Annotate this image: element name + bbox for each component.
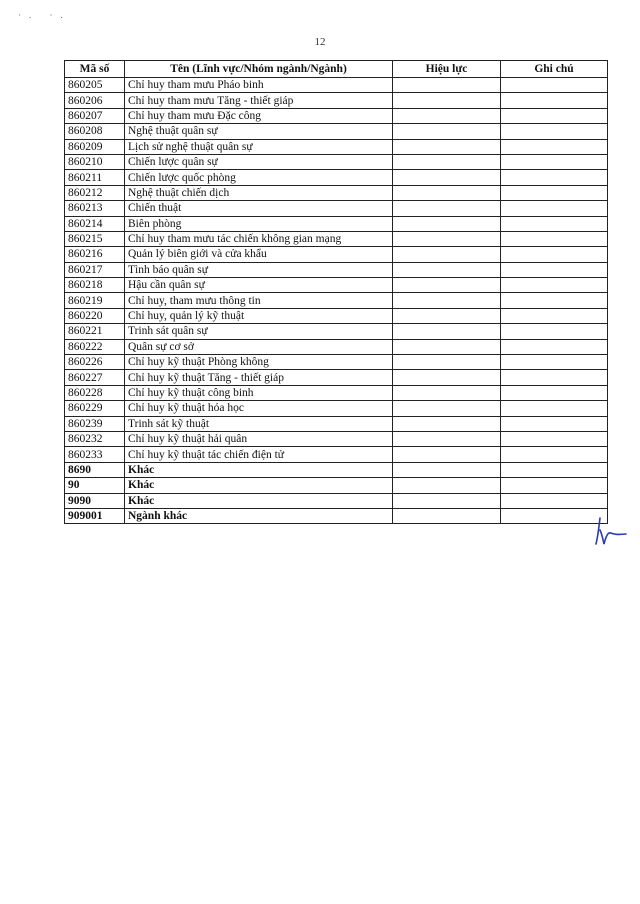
table-row [65,462,608,477]
page-specks: ·. ·. [18,10,71,20]
name-cell: Lịch sử nghệ thuật quân sự [125,139,393,154]
name-cell: Chỉ huy kỹ thuật tác chiến điện tử [125,447,393,462]
name-cell: Chỉ huy kỹ thuật hải quân [125,431,393,446]
name-cell: Chỉ huy tham mưu Tăng - thiết giáp [125,93,393,108]
code-cell: 860213 [65,201,125,216]
notes-cell [501,262,608,277]
table-row [65,493,608,508]
code-cell: 860226 [65,355,125,370]
code-cell: 860239 [65,416,125,431]
table-row [65,108,608,123]
code-cell: 860211 [65,170,125,185]
table-row [65,247,608,262]
name-cell: Chỉ huy tham mưu Đặc công [125,108,393,123]
code-cell: 860228 [65,385,125,400]
name-cell: Biên phòng [125,216,393,231]
notes-cell [501,339,608,354]
notes-cell [501,108,608,123]
name-cell: Chiến lược quân sự [125,154,393,169]
name-cell: Ngành khác [125,508,393,523]
name-cell: Chỉ huy, quản lý kỹ thuật [125,308,393,323]
validity-cell [393,293,501,308]
name-cell: Chỉ huy kỹ thuật Phòng không [125,355,393,370]
notes-cell [501,216,608,231]
validity-cell [393,216,501,231]
code-cell: 860220 [65,308,125,323]
code-cell: 860214 [65,216,125,231]
table-row [65,216,608,231]
name-cell: Tình báo quân sự [125,262,393,277]
name-cell: Trinh sát kỹ thuật [125,416,393,431]
table-row [65,339,608,354]
table-row [65,262,608,277]
notes-cell [501,154,608,169]
validity-cell [393,493,501,508]
table-row [65,431,608,446]
notes-cell [501,293,608,308]
name-cell: Khác [125,493,393,508]
table-row [65,447,608,462]
validity-cell [393,478,501,493]
code-cell: 860219 [65,293,125,308]
notes-cell [501,247,608,262]
code-cell: 860217 [65,262,125,277]
code-cell: 860218 [65,278,125,293]
table-row [65,324,608,339]
notes-cell [501,447,608,462]
table-row [65,355,608,370]
validity-cell [393,462,501,477]
validity-cell [393,108,501,123]
page-number: 12 [314,36,326,48]
code-cell: 8690 [65,462,125,477]
validity-cell [393,447,501,462]
table-row [65,201,608,216]
table-row [65,508,608,523]
name-cell: Chỉ huy, tham mưu thông tin [125,293,393,308]
validity-cell [393,262,501,277]
code-cell: 860205 [65,78,125,93]
code-cell: 860207 [65,108,125,123]
notes-cell [501,324,608,339]
notes-cell [501,385,608,400]
table-row [65,308,608,323]
validity-cell [393,154,501,169]
table-row [65,78,608,93]
validity-cell [393,278,501,293]
validity-cell [393,339,501,354]
notes-cell [501,401,608,416]
header-code: Mã số [65,61,125,78]
name-cell: Quản lý biên giới và cửa khẩu [125,247,393,262]
table-row [65,293,608,308]
signature-mark-icon [592,514,628,548]
notes-cell [501,231,608,246]
validity-cell [393,324,501,339]
notes-cell [501,308,608,323]
code-cell: 860221 [65,324,125,339]
name-cell: Hậu cần quân sự [125,278,393,293]
notes-cell [501,278,608,293]
notes-cell [501,78,608,93]
code-cell: 860212 [65,185,125,200]
validity-cell [393,308,501,323]
validity-cell [393,431,501,446]
code-cell: 860206 [65,93,125,108]
validity-cell [393,370,501,385]
code-cell: 860229 [65,401,125,416]
table-row [65,231,608,246]
code-cell: 860215 [65,231,125,246]
table-row [65,278,608,293]
name-cell: Chỉ huy kỹ thuật hóa học [125,401,393,416]
header-validity: Hiệu lực [393,61,501,78]
code-cell: 860233 [65,447,125,462]
notes-cell [501,185,608,200]
code-cell: 860227 [65,370,125,385]
code-cell: 860209 [65,139,125,154]
name-cell: Chiến thuật [125,201,393,216]
notes-cell [501,493,608,508]
code-cell: 9090 [65,493,125,508]
table-header-row [65,61,608,78]
header-name: Tên (Lĩnh vực/Nhóm ngành/Ngành) [125,61,393,78]
name-cell: Chỉ huy tham mưu tác chiến không gian mạng [125,231,393,246]
name-cell: Khác [125,478,393,493]
notes-cell [501,139,608,154]
notes-cell [501,431,608,446]
validity-cell [393,508,501,523]
name-cell: Chỉ huy kỹ thuật Tăng - thiết giáp [125,370,393,385]
notes-cell [501,93,608,108]
notes-cell [501,416,608,431]
header-notes: Ghi chú [501,61,608,78]
name-cell: Nghệ thuật quân sự [125,124,393,139]
code-cell: 860210 [65,154,125,169]
validity-cell [393,139,501,154]
validity-cell [393,385,501,400]
code-cell: 860216 [65,247,125,262]
name-cell: Trinh sát quân sự [125,324,393,339]
name-cell: Chỉ huy tham mưu Pháo binh [125,78,393,93]
name-cell: Chỉ huy kỹ thuật công binh [125,385,393,400]
validity-cell [393,247,501,262]
notes-cell [501,370,608,385]
table-row [65,185,608,200]
name-cell: Nghệ thuật chiến dịch [125,185,393,200]
validity-cell [393,401,501,416]
validity-cell [393,124,501,139]
table-row [65,154,608,169]
validity-cell [393,416,501,431]
table-row [65,385,608,400]
validity-cell [393,78,501,93]
table-row [65,93,608,108]
notes-cell [501,124,608,139]
table-row [65,124,608,139]
validity-cell [393,185,501,200]
table-body [65,78,608,524]
code-cell: 909001 [65,508,125,523]
notes-cell [501,201,608,216]
notes-cell [501,462,608,477]
notes-cell [501,478,608,493]
table-row [65,416,608,431]
name-cell: Quân sự cơ sở [125,339,393,354]
table-row [65,370,608,385]
notes-cell [501,170,608,185]
validity-cell [393,93,501,108]
code-cell: 860232 [65,431,125,446]
validity-cell [393,355,501,370]
name-cell: Chiến lược quốc phòng [125,170,393,185]
code-cell: 860222 [65,339,125,354]
validity-cell [393,170,501,185]
table-row [65,170,608,185]
code-cell: 860208 [65,124,125,139]
table-row [65,139,608,154]
code-cell: 90 [65,478,125,493]
validity-cell [393,231,501,246]
name-cell: Khác [125,462,393,477]
major-codes-table [64,60,608,524]
table-row [65,401,608,416]
validity-cell [393,201,501,216]
notes-cell [501,355,608,370]
table-row [65,478,608,493]
